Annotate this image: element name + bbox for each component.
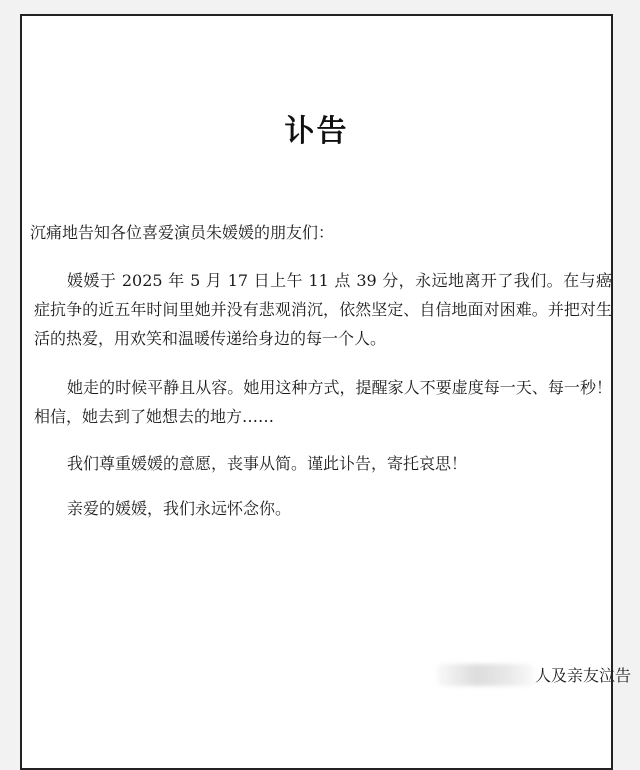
obituary-page [20, 14, 632, 770]
paragraph-remembrance: 亲爱的媛媛，我们永远怀念你。 [67, 499, 292, 518]
paragraph-passing: 媛媛于 2025 年 5 月 17 日上午 11 点 39 分，永远地离开了我们。在与癌症抗争的近五年时间里她并没有悲观消沉，依然坚定、自信地面对困难。并把对生活的热爱，用欢笑和温暖传递给身边的每一个人。 [34, 271, 612, 348]
obituary-title: 讣告 [284, 114, 349, 149]
paragraph-peaceful: 她走的时候平静且从容。她用这种方式，提醒家人不要虚度每一天、每一秒！相信，她去到了她想去的地方…… [34, 378, 612, 426]
blurred-name [437, 664, 535, 686]
salutation: 沉痛地告知各位喜爱演员朱媛媛的朋友们： [30, 223, 335, 242]
paragraph-funeral: 我们尊重媛媛的意愿，丧事从简。谨此讣告，寄托哀思！ [67, 454, 468, 473]
signature: 人及亲友泣告 [535, 666, 632, 685]
